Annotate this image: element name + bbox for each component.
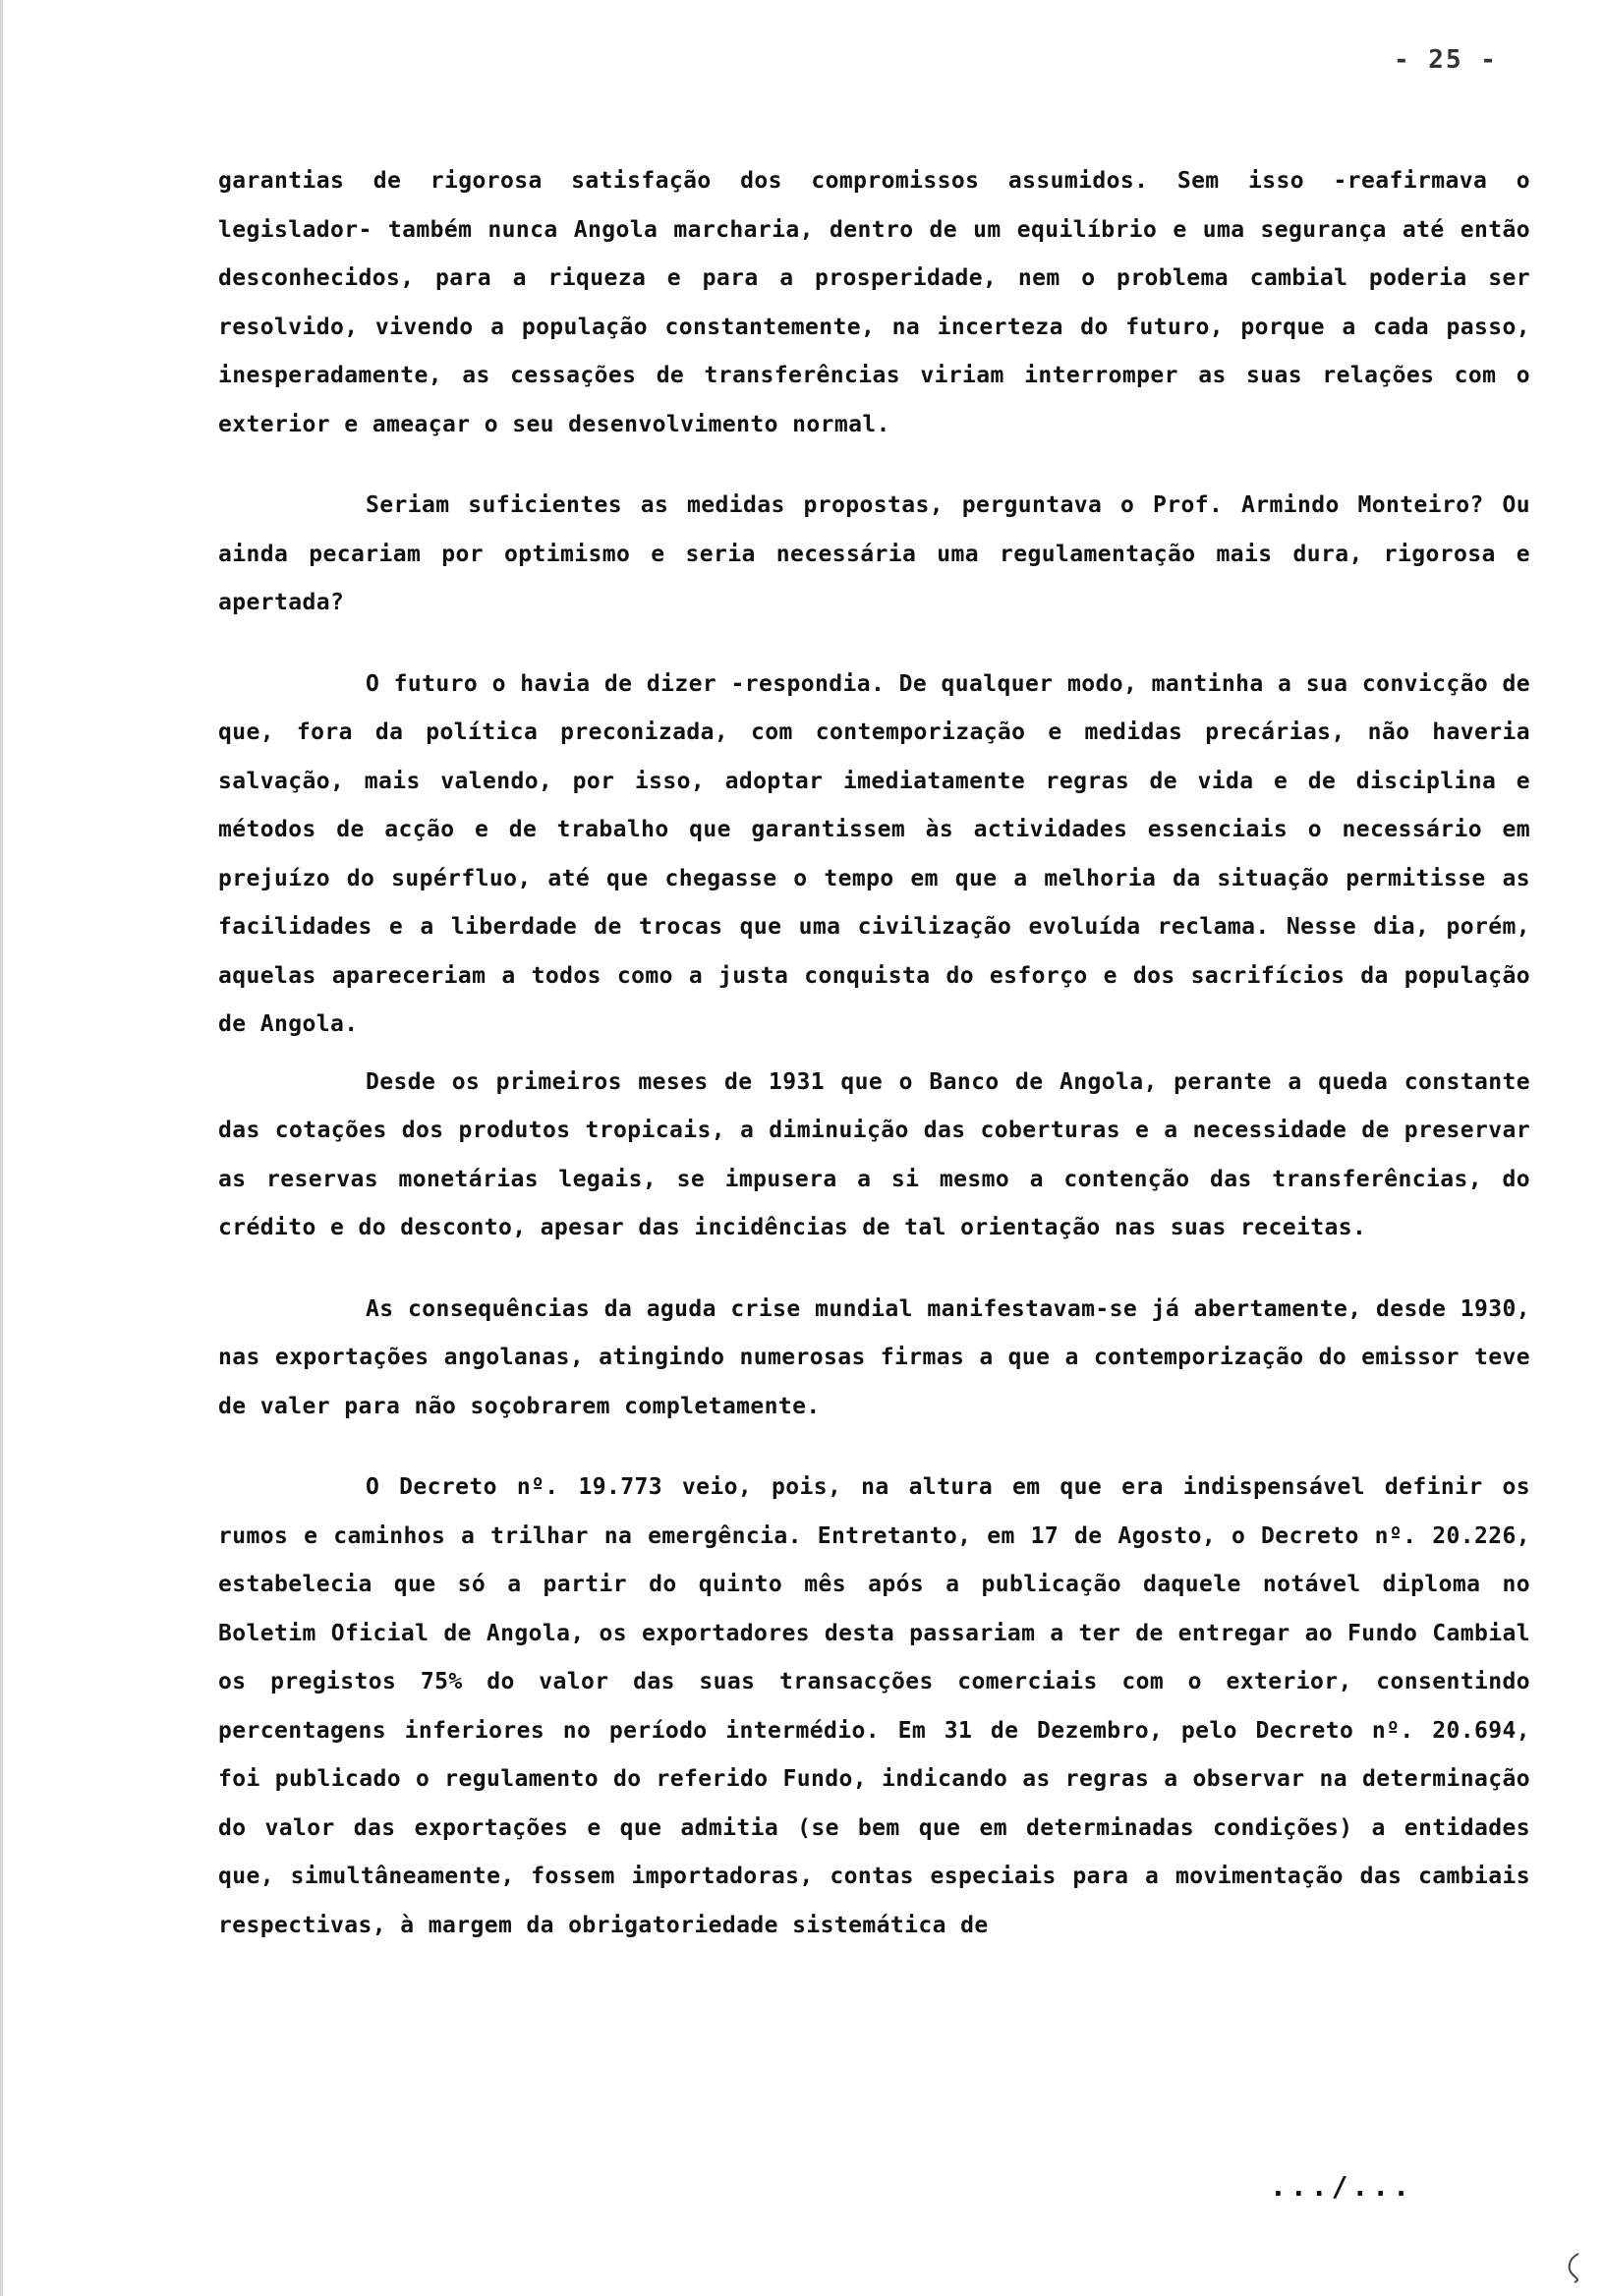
document-body: [218, 157, 1530, 1950]
paragraph-3: O futuro o havia de dizer -respondia. De qualquer modo, mantinha a sua convicção de que, fora da política preconizada, com contemporização e medidas precárias, não haveria salvação, mais valendo, por isso, adoptar imediatamente regras de vida e de disciplina e métodos de acção e de trabalho que garantissem às actividades essenciais o necessário em prejuízo do supérfluo, até que chegasse o tempo em que a melhoria da situação permitisse as facilidades e a liberdade de trocas que uma civilização evoluída reclama. Nesse dia, porém, aquelas apareceriam a todos como a justa conquista do esforço e dos sacrifícios da população de Angola.: [218, 670, 1530, 1037]
paragraph-6: O Decreto nº. 19.773 veio, pois, na altura em que era indispensável definir os rumos e caminhos a trilhar na emergência. Entretanto, em 17 de Agosto, o Decreto nº. 20.226, estabelecia que só a partir do quinto mês após a publicação daquele notável diploma no Boletim Oficial de Angola, os exportadores desta passariam a ter de entregar ao Fundo Cambial os pregistos 75% do valor das suas transacções comerciais com o exterior, consentindo percentagens inferiores no período intermédio. Em 31 de Dezembro, pelo Decreto nº. 20.694, foi publicado o regulamento do referido Fundo, indicando as regras a observar na determinação do valor das exportações e que admitia (se bem que em determinadas condições) a entidades que, simultâneamente, fossem importadoras, contas especiais para a movimentação das cambiais respectivas, à margem da obrigatoriedade sistemática de: [218, 1474, 1530, 1938]
paragraph-2: Seriam suficientes as medidas propostas, perguntava o Prof. Armindo Monteiro? Ou ainda pecariam por optimismo e seria necessária uma regulamentação mais dura, rigorosa e apertada?: [218, 492, 1530, 615]
paragraph-1: garantias de rigorosa satisfação dos compromissos assumidos. Sem isso -reafirmava o legislador- também nunca Angola marcharia, dentro de um equilíbrio e uma segurança até então desconhecidos, para a riqueza e para a prosperidade, nem o problema cambial poderia ser resolvido, vivendo a população constantemente, na incerteza do futuro, porque a cada passo, inesperadamente, as cessações de transferências viriam interromper as suas relações com o exterior e ameaçar o seu desenvolvimento normal.: [218, 168, 1530, 437]
paragraph-4: Desde os primeiros meses de 1931 que o Banco de Angola, perante a queda constante das cotações dos produtos tropicais, a diminuição das coberturas e a necessidade de preservar as reservas monetárias legais, se impusera a si mesmo a contenção das transferências, do crédito e do desconto, apesar das incidências de tal orientação nas suas receitas.: [218, 1068, 1530, 1240]
paragraph-5: As consequências da aguda crise mundial manifestavam-se já abertamente, desde 1930, nas exportações angolanas, atingindo numerosas firmas a que a contemporização do emissor teve de valer para não soçobrarem completamente.: [218, 1295, 1530, 1419]
continuation-marker: .../...: [1270, 2170, 1414, 2203]
page-number: - 25 -: [1394, 45, 1498, 75]
page-edge-shadow: [0, 0, 3, 2296]
handwritten-mark-icon: [1561, 2251, 1586, 2284]
